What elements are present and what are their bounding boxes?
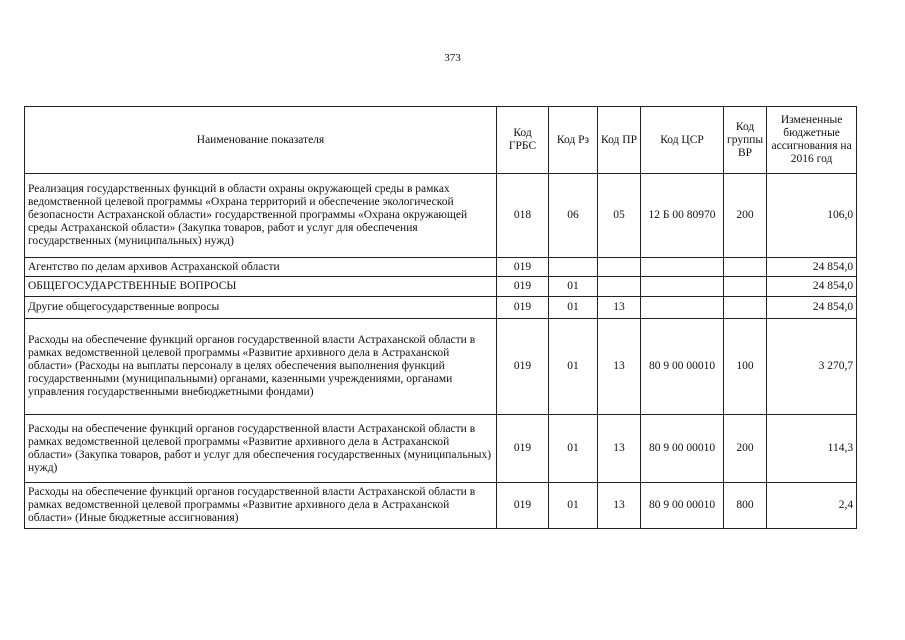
row-pr: 05 xyxy=(598,174,641,258)
row-amount: 24 854,0 xyxy=(767,297,857,319)
header-pr: Код ПР xyxy=(598,107,641,174)
row-csr xyxy=(641,277,724,297)
row-csr: 80 9 00 00010 xyxy=(641,319,724,415)
row-amount: 114,3 xyxy=(767,415,857,483)
row-rz: 01 xyxy=(549,297,598,319)
row-pr xyxy=(598,258,641,277)
budget-table xyxy=(24,106,857,529)
row-name: Расходы на обеспечение функций органов государственной власти Астраханской области в рамках ведомственной целевой программы «Развитие архивного дела в Астраханской области» (Расходы на выплаты персоналу в целях обеспечения выполнения функций государственными (муниципальными) органами, казенными учреждениями, органами управления государственными внебюджетными фондами) xyxy=(25,319,497,415)
row-vr xyxy=(724,258,767,277)
row-vr: 800 xyxy=(724,483,767,529)
row-name: Агентство по делам архивов Астраханской области xyxy=(25,258,497,277)
table-row xyxy=(25,415,857,483)
row-csr xyxy=(641,297,724,319)
row-name: ОБЩЕГОСУДАРСТВЕННЫЕ ВОПРОСЫ xyxy=(25,277,497,297)
row-rz xyxy=(549,258,598,277)
row-csr: 80 9 00 00010 xyxy=(641,483,724,529)
row-rz: 01 xyxy=(549,483,598,529)
row-grbs: 019 xyxy=(497,483,549,529)
row-name: Расходы на обеспечение функций органов государственной власти Астраханской области в рамках ведомственной целевой программы «Развитие архивного дела в Астраханской области» (Иные бюджетные ассигнования) xyxy=(25,483,497,529)
row-grbs: 019 xyxy=(497,319,549,415)
row-vr: 100 xyxy=(724,319,767,415)
header-grbs: Код ГРБС xyxy=(497,107,549,174)
header-name: Наименование показателя xyxy=(25,107,497,174)
row-csr: 12 Б 00 80970 xyxy=(641,174,724,258)
row-csr xyxy=(641,258,724,277)
row-pr: 13 xyxy=(598,483,641,529)
table-row xyxy=(25,258,857,277)
row-vr xyxy=(724,297,767,319)
header-csr: Код ЦСР xyxy=(641,107,724,174)
row-amount: 24 854,0 xyxy=(767,277,857,297)
row-vr: 200 xyxy=(724,415,767,483)
row-vr xyxy=(724,277,767,297)
row-name: Другие общегосударственные вопросы xyxy=(25,297,497,319)
row-pr: 13 xyxy=(598,297,641,319)
header-vr: Код группы ВР xyxy=(724,107,767,174)
table-row xyxy=(25,277,857,297)
header-rz: Код Рз xyxy=(549,107,598,174)
table-row xyxy=(25,297,857,319)
row-amount: 24 854,0 xyxy=(767,258,857,277)
page-number: 373 xyxy=(444,52,461,64)
row-pr xyxy=(598,277,641,297)
row-rz: 01 xyxy=(549,319,598,415)
row-rz: 01 xyxy=(549,277,598,297)
row-vr: 200 xyxy=(724,174,767,258)
table-row xyxy=(25,174,857,258)
row-name: Расходы на обеспечение функций органов государственной власти Астраханской области в рамках ведомственной целевой программы «Развитие архивного дела в Астраханской области» (Закупка товаров, работ и услуг для обеспечения государственных (муниципальных) нужд) xyxy=(25,415,497,483)
row-amount: 106,0 xyxy=(767,174,857,258)
row-grbs: 019 xyxy=(497,415,549,483)
row-rz: 06 xyxy=(549,174,598,258)
row-rz: 01 xyxy=(549,415,598,483)
header-amount: Измененные бюджетные ассигнования на 2016 год xyxy=(767,107,857,174)
row-grbs: 019 xyxy=(497,297,549,319)
table-row xyxy=(25,319,857,415)
row-name: Реализация государственных функций в области охраны окружающей среды в рамках ведомственной целевой программы «Охрана территорий и обеспечение экологической безопасности Астраханской области» государственной программы «Охрана окружающей среды Астраханской области» (Закупка товаров, работ и услуг для обеспечения государственных (муниципальных) нужд) xyxy=(25,174,497,258)
table-header-row xyxy=(25,107,857,174)
table-row xyxy=(25,483,857,529)
row-pr: 13 xyxy=(598,415,641,483)
row-grbs: 018 xyxy=(497,174,549,258)
row-amount: 2,4 xyxy=(767,483,857,529)
row-grbs: 019 xyxy=(497,258,549,277)
row-amount: 3 270,7 xyxy=(767,319,857,415)
row-csr: 80 9 00 00010 xyxy=(641,415,724,483)
row-pr: 13 xyxy=(598,319,641,415)
row-grbs: 019 xyxy=(497,277,549,297)
